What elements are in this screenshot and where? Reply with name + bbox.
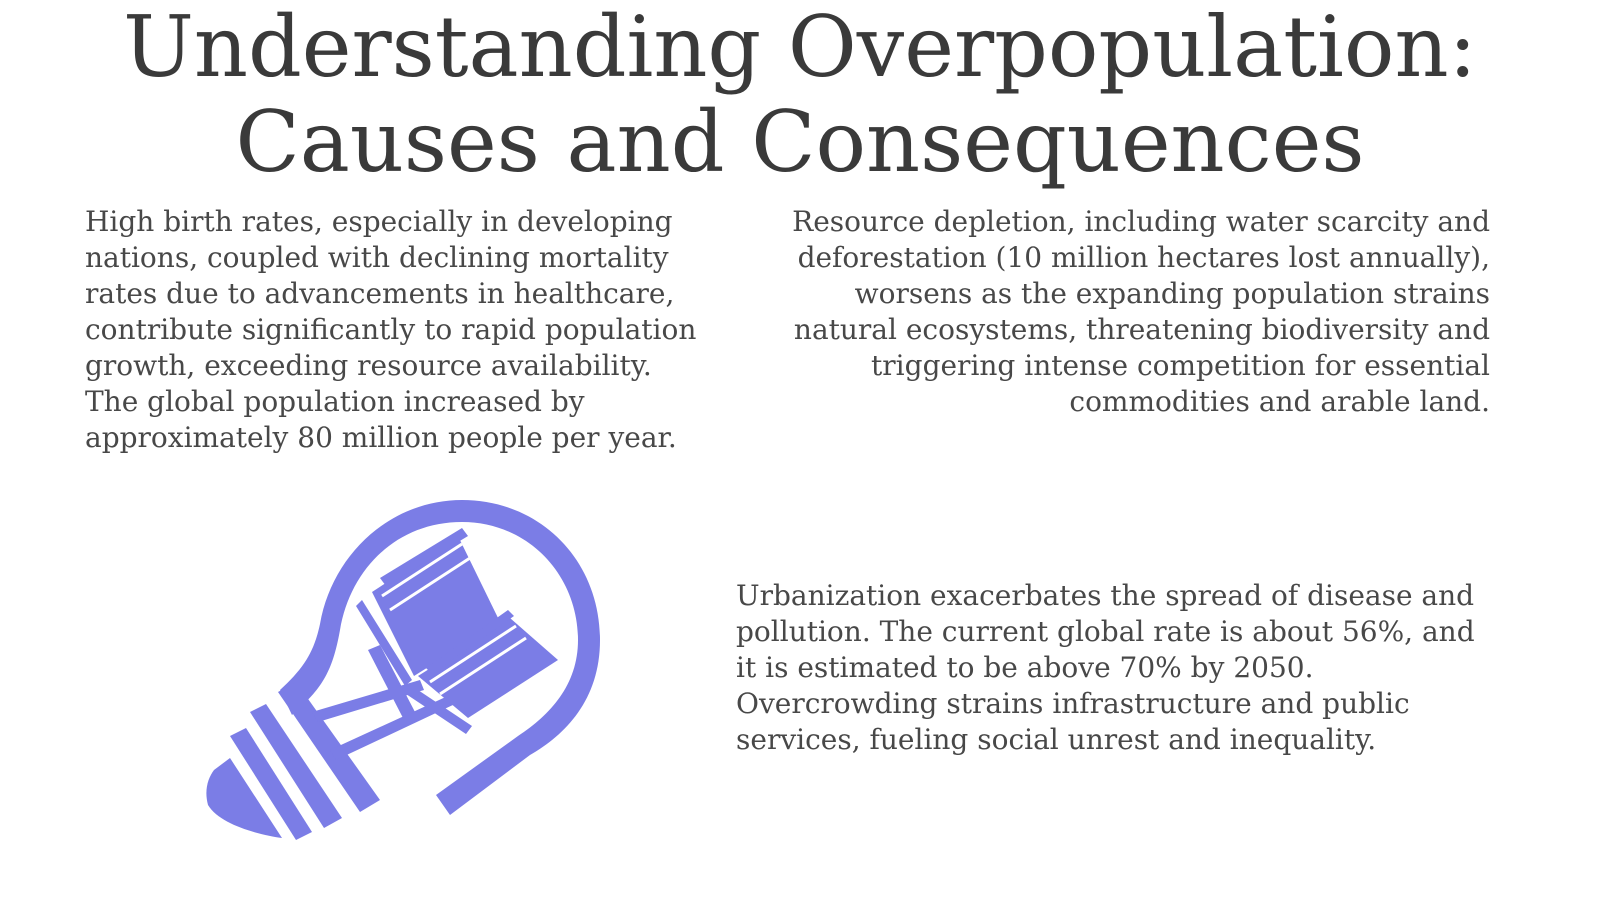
urbanization-paragraph: Urbanization exacerbates the spread of disease and pollution. The current global rate is about 56%, and it is estimated to be above 70% by 2050. Overcrowding strains infrastructure and public services, fueling social unrest and inequality. <box>736 579 1475 756</box>
slide-title-line-2: Causes and Consequences <box>235 93 1365 191</box>
resource-depletion-paragraph: Resource depletion, including water scarcity and deforestation (10 million hectares lost annually), worsens as the expanding population strains natural ecosystems, threatening biodiversity and triggering intense competition for essential commodities and arable land. <box>792 205 1490 418</box>
causes-paragraph: High birth rates, especially in developing nations, coupled with declining mortality rates due to advancements in healthcare, contribute significantly to rapid population growth, exceeding resource availability. The global population increased by approximately 80 million people per year. <box>85 205 697 454</box>
lightbulb-book-icon <box>200 500 620 860</box>
slide-title <box>40 0 1560 190</box>
slide-title-line-1: Understanding Overpopulation: <box>123 0 1477 96</box>
